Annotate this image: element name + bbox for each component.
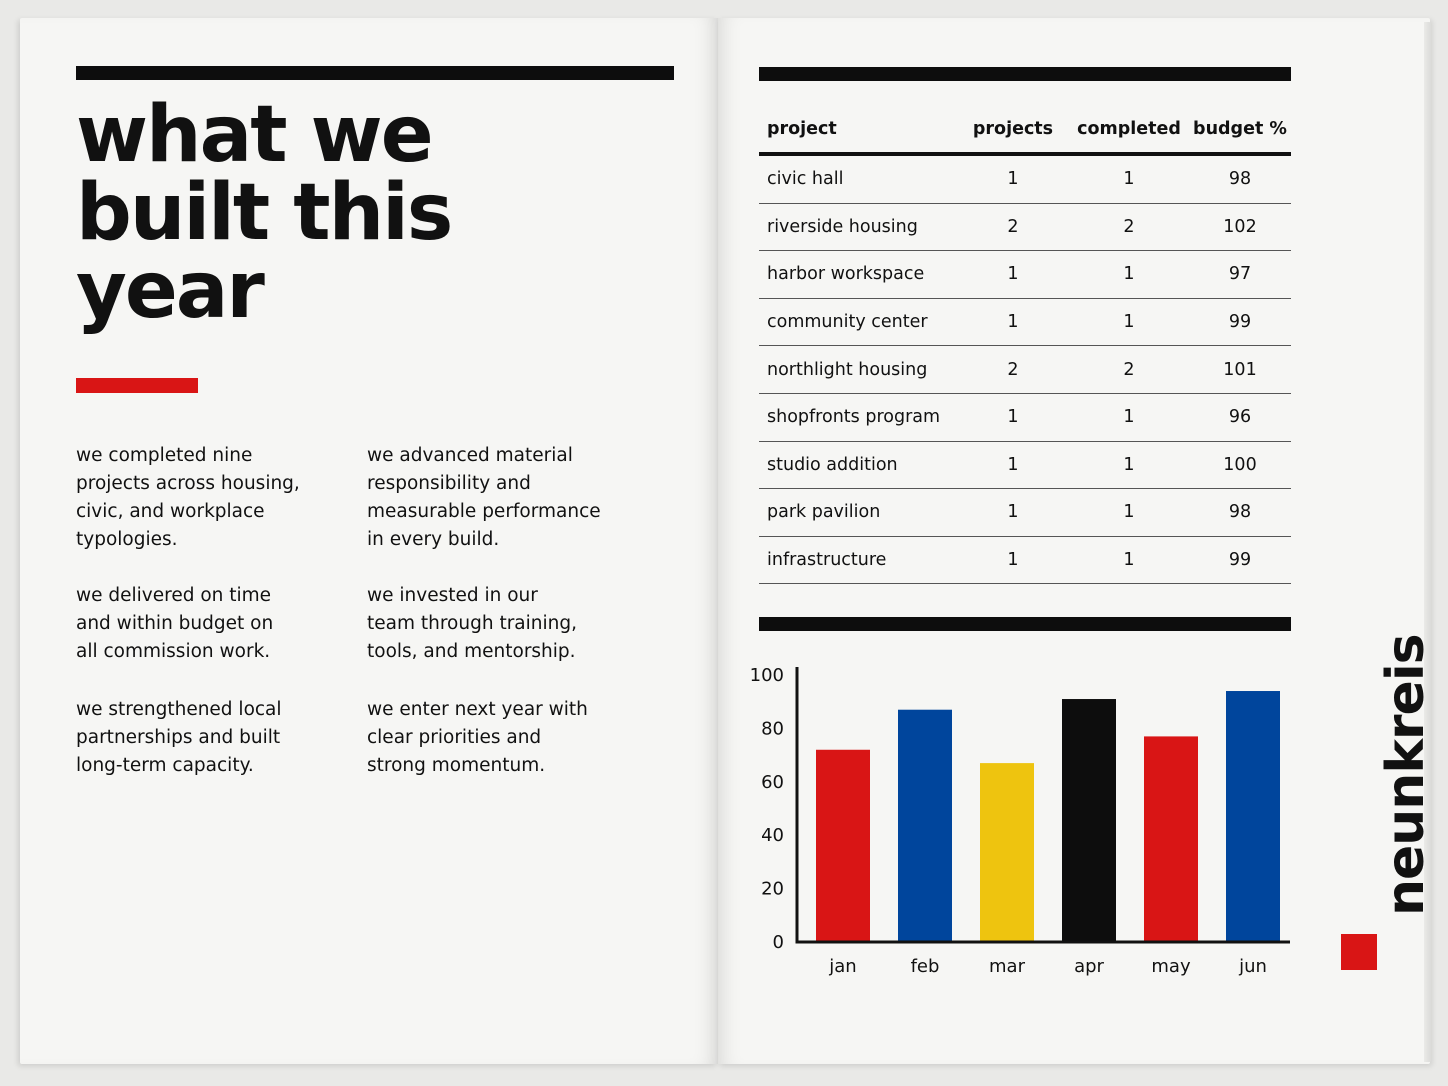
title-line-3: year <box>76 246 263 336</box>
header-project: project <box>759 106 957 154</box>
project-name: shopfronts program <box>759 393 957 441</box>
budget-percent: 99 <box>1189 298 1291 346</box>
completed-count: 2 <box>1069 203 1189 251</box>
completed-count: 1 <box>1069 441 1189 489</box>
budget-percent: 100 <box>1189 441 1291 489</box>
project-name: park pavilion <box>759 489 957 537</box>
header-completed: completed <box>1069 106 1189 154</box>
completed-count: 1 <box>1069 536 1189 584</box>
completed-count: 1 <box>1069 251 1189 299</box>
budget-percent: 97 <box>1189 251 1291 299</box>
projects-count: 1 <box>957 298 1069 346</box>
y-tick-label: 60 <box>761 771 784 793</box>
title-line-2: built this <box>76 168 452 258</box>
monthly-bar-chart <box>750 655 1300 985</box>
brand-square-icon <box>1341 934 1377 970</box>
brand-wordmark: neunkreis <box>1376 634 1436 916</box>
chart-top-rule <box>759 617 1291 631</box>
paragraph-delivered: we delivered on time and within budget on all commission work. <box>76 585 274 662</box>
bar-jun <box>1226 691 1280 942</box>
top-rule-left <box>76 66 674 80</box>
y-tick-label: 80 <box>761 718 784 740</box>
bar-may <box>1144 736 1198 942</box>
paragraph-partnerships: we strengthened local partnerships and built long-term capacity. <box>76 699 282 776</box>
budget-percent: 98 <box>1189 489 1291 537</box>
x-tick-label: may <box>1151 956 1191 977</box>
projects-table <box>759 106 1291 584</box>
y-tick-label: 40 <box>761 825 784 847</box>
project-name: civic hall <box>759 154 957 203</box>
paragraph-completed: we completed nine projects across housing, civic, and workplace typologies. <box>76 445 300 550</box>
projects-count: 1 <box>957 536 1069 584</box>
projects-count: 1 <box>957 251 1069 299</box>
table-row <box>759 203 1291 251</box>
x-tick-label: jan <box>829 956 857 977</box>
bar-feb <box>898 710 952 942</box>
project-name: harbor workspace <box>759 251 957 299</box>
budget-percent: 96 <box>1189 393 1291 441</box>
table-row <box>759 536 1291 584</box>
budget-percent: 99 <box>1189 536 1291 584</box>
project-name: northlight housing <box>759 346 957 394</box>
chart-bars <box>816 691 1280 942</box>
paragraph-material: we advanced material responsibility and measurable performance in every build. <box>367 445 601 550</box>
x-tick-label: apr <box>1074 956 1104 977</box>
y-tick-label: 20 <box>761 878 784 900</box>
completed-count: 1 <box>1069 393 1189 441</box>
bar-apr <box>1062 699 1116 942</box>
project-name: community center <box>759 298 957 346</box>
y-tick-label: 0 <box>772 932 784 953</box>
table-row <box>759 441 1291 489</box>
budget-percent: 101 <box>1189 346 1291 394</box>
accent-rule <box>76 378 198 393</box>
header-budget: budget % <box>1189 106 1291 154</box>
paragraph-team: we invested in our team through training, tools, and mentorship. <box>367 585 577 662</box>
projects-count: 2 <box>957 203 1069 251</box>
title-line-1: what we <box>76 90 432 180</box>
projects-count: 2 <box>957 346 1069 394</box>
projects-count: 1 <box>957 154 1069 203</box>
projects-count: 1 <box>957 441 1069 489</box>
completed-count: 2 <box>1069 346 1189 394</box>
project-name: infrastructure <box>759 536 957 584</box>
top-rule-right <box>759 67 1291 81</box>
bar-mar <box>980 763 1034 942</box>
table-row <box>759 346 1291 394</box>
x-tick-label: mar <box>989 956 1025 977</box>
projects-count: 1 <box>957 489 1069 537</box>
y-axis-ticks <box>750 665 784 953</box>
completed-count: 1 <box>1069 298 1189 346</box>
bar-jan <box>816 750 870 942</box>
paragraph-next-year: we enter next year with clear priorities and strong momentum. <box>367 699 588 776</box>
x-tick-label: feb <box>910 956 940 977</box>
completed-count: 1 <box>1069 154 1189 203</box>
page-title <box>76 90 576 336</box>
budget-percent: 102 <box>1189 203 1291 251</box>
project-name: studio addition <box>759 441 957 489</box>
completed-count: 1 <box>1069 489 1189 537</box>
project-name: riverside housing <box>759 203 957 251</box>
projects-count: 1 <box>957 393 1069 441</box>
table-row <box>759 489 1291 537</box>
budget-percent: 98 <box>1189 154 1291 203</box>
y-tick-label: 100 <box>750 665 784 686</box>
table-header-row <box>759 106 1291 154</box>
table-row <box>759 154 1291 203</box>
table-row <box>759 393 1291 441</box>
table-row <box>759 251 1291 299</box>
header-projects: projects <box>957 106 1069 154</box>
x-tick-label: jun <box>1239 956 1267 977</box>
x-axis-labels <box>828 956 1267 977</box>
table-row <box>759 298 1291 346</box>
